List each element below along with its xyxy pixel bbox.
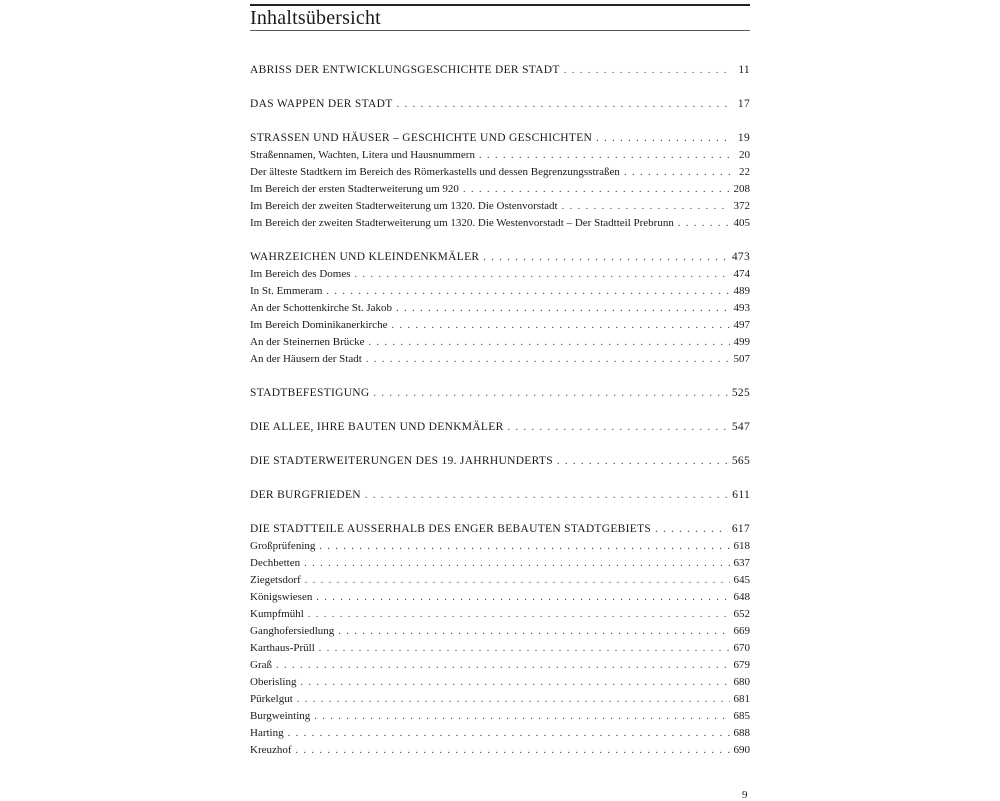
toc-entry-page: 493: [733, 302, 750, 314]
dot-leader: [557, 453, 728, 470]
toc-entry-label: Burgweinting: [250, 710, 311, 722]
toc-entry-page: 645: [733, 574, 750, 586]
toc-entry-label: STRASSEN UND HÄUSER – GESCHICHTE UND GESCHICHTEN: [250, 132, 593, 144]
dot-leader: [562, 198, 730, 215]
toc-subentry: [250, 742, 750, 759]
dot-leader: [483, 249, 727, 266]
toc-entry-label: Harting: [250, 727, 284, 739]
toc-entry-label: In St. Emmeram: [250, 285, 323, 297]
toc-subentry: [250, 351, 750, 368]
toc-subentry: [250, 606, 750, 623]
toc-entry-label: WAHRZEICHEN UND KLEINDENKMÄLER: [250, 251, 480, 263]
toc-subentry: [250, 215, 750, 232]
toc-subentry: [250, 164, 750, 181]
toc-entry-label: An der Häusern der Stadt: [250, 353, 362, 365]
toc-entry-label: Im Bereich der zweiten Stadterweiterung um 1320. Die Westenvorstadt – Der Stadtteil Prebrunn: [250, 217, 674, 229]
toc-subentry: [250, 725, 750, 742]
toc-subentry: [250, 198, 750, 215]
toc-section-entry: [250, 385, 750, 402]
title-underline: [250, 30, 750, 31]
toc-entry-label: DIE ALLEE, IHRE BAUTEN UND DENKMÄLER: [250, 421, 504, 433]
toc-subentry: [250, 555, 750, 572]
toc-entry-label: Karthaus-Prüll: [250, 642, 315, 654]
dot-leader: [355, 266, 730, 283]
dot-leader: [296, 742, 730, 759]
toc-entry-label: DIE STADTERWEITERUNGEN DES 19. JAHRHUNDERTS: [250, 455, 553, 467]
toc-subentry: [250, 623, 750, 640]
toc-entry-page: 11: [738, 64, 750, 76]
dot-leader: [369, 334, 730, 351]
toc-entry-page: 405: [733, 217, 750, 229]
toc-entry-label: ABRISS DER ENTWICKLUNGSGESCHICHTE DER STADT: [250, 64, 560, 76]
toc-section-entry: [250, 453, 750, 470]
dot-leader: [326, 283, 729, 300]
toc-entry-page: 688: [733, 727, 750, 739]
dot-leader: [319, 538, 729, 555]
dot-leader: [596, 130, 730, 147]
toc-entry-label: Graß: [250, 659, 272, 671]
toc-section-entry: [250, 130, 750, 147]
dot-leader: [316, 589, 729, 606]
toc-entry-page: 208: [733, 183, 750, 195]
toc-entry-page: 17: [737, 98, 750, 110]
toc-entry-label: Königswiesen: [250, 591, 313, 603]
dot-leader: [391, 317, 729, 334]
toc-entry-page: 372: [733, 200, 750, 212]
toc-entry-label: Ziegetsdorf: [250, 574, 301, 586]
toc-entry-page: 648: [733, 591, 750, 603]
dot-leader: [314, 708, 729, 725]
dot-leader: [655, 521, 728, 538]
dot-leader: [276, 657, 730, 674]
toc-section-entry: [250, 249, 750, 266]
toc-entry-label: An der Steinernen Brücke: [250, 336, 365, 348]
toc-subentry: [250, 708, 750, 725]
toc-entry-page: 617: [731, 523, 750, 535]
toc-entry-page: 685: [733, 710, 750, 722]
toc-entry-label: Kumpfmühl: [250, 608, 304, 620]
toc-subentry: [250, 334, 750, 351]
toc-entry-label: Oberisling: [250, 676, 297, 688]
dot-leader: [308, 606, 730, 623]
toc-section-entry: [250, 62, 750, 79]
toc-entry-page: 507: [733, 353, 750, 365]
toc-entry-page: 20: [739, 149, 750, 161]
dot-leader: [479, 147, 730, 164]
dot-leader: [305, 572, 730, 589]
dot-leader: [397, 96, 730, 113]
toc-entry-page: 680: [733, 676, 750, 688]
dot-leader: [297, 691, 730, 708]
toc-entry-label: DIE STADTTEILE AUSSERHALB DES ENGER BEBAUTEN STADTGEBIETS: [250, 523, 652, 535]
toc-entry-page: 690: [733, 744, 750, 756]
toc-subentry: [250, 640, 750, 657]
toc-entry-page: 525: [731, 387, 750, 399]
toc-subentry: [250, 283, 750, 300]
document-page: [250, 0, 750, 800]
toc-subentry: [250, 266, 750, 283]
toc-entry-page: 681: [733, 693, 750, 705]
toc-entry-label: Kreuzhof: [250, 744, 292, 756]
toc-entry-page: 497: [733, 319, 750, 331]
toc-entry-page: 499: [733, 336, 750, 348]
dot-leader: [366, 351, 730, 368]
toc-subentry: [250, 572, 750, 589]
dot-leader: [300, 674, 729, 691]
toc-entry-page: 19: [737, 132, 750, 144]
toc-subentry: [250, 181, 750, 198]
dot-leader: [396, 300, 729, 317]
toc-entry-label: Im Bereich der zweiten Stadterweiterung um 1320. Die Ostenvorstadt: [250, 200, 558, 212]
dot-leader: [678, 215, 730, 232]
toc-entry-label: Dechbetten: [250, 557, 301, 569]
toc-entry-label: DAS WAPPEN DER STADT: [250, 98, 393, 110]
toc-subentry: [250, 300, 750, 317]
toc-entry-page: 611: [732, 489, 750, 501]
toc-entry-page: 652: [733, 608, 750, 620]
toc-entry-label: Im Bereich des Domes: [250, 268, 351, 280]
dot-leader: [365, 487, 728, 504]
dot-leader: [624, 164, 730, 181]
toc-subentry: [250, 538, 750, 555]
toc-entry-label: Pürkelgut: [250, 693, 293, 705]
dot-leader: [288, 725, 730, 742]
dot-leader: [319, 640, 730, 657]
toc-entry-page: 489: [733, 285, 750, 297]
top-rule: [250, 4, 750, 6]
page-title: Inhaltsübersicht: [250, 7, 381, 29]
toc-section-entry: [250, 521, 750, 538]
toc-section-entry: [250, 96, 750, 113]
toc-entry-page: 474: [733, 268, 750, 280]
toc-entry-label: Ganghofersiedlung: [250, 625, 335, 637]
toc-entry-label: Straßennamen, Wachten, Litera und Hausnummern: [250, 149, 475, 161]
toc-entry-page: 670: [733, 642, 750, 654]
toc-entry-page: 473: [731, 251, 750, 263]
toc-entry-label: STADTBEFESTIGUNG: [250, 387, 370, 399]
toc-entry-page: 679: [733, 659, 750, 671]
dot-leader: [463, 181, 730, 198]
toc-section-entry: [250, 419, 750, 436]
dot-leader: [338, 623, 729, 640]
toc-entry-label: Im Bereich Dominikanerkirche: [250, 319, 388, 331]
toc-entry-label: DER BURGFRIEDEN: [250, 489, 361, 501]
dot-leader: [304, 555, 729, 572]
toc-subentry: [250, 147, 750, 164]
toc-section-entry: [250, 487, 750, 504]
toc-subentry: [250, 589, 750, 606]
toc-entry-label: Im Bereich der ersten Stadterweiterung um 920: [250, 183, 459, 195]
toc-entry-label: Großprüfening: [250, 540, 316, 552]
toc-entry-label: An der Schottenkirche St. Jakob: [250, 302, 393, 314]
dot-leader: [564, 62, 730, 79]
toc-subentry: [250, 657, 750, 674]
page-number: 9: [742, 789, 748, 801]
toc-subentry: [250, 674, 750, 691]
toc-entry-label: Der älteste Stadtkern im Bereich des Römerkastells und dessen Begrenzungsstraßen: [250, 166, 620, 178]
toc-entry-page: 547: [731, 421, 750, 433]
toc-entry-page: 22: [739, 166, 750, 178]
toc-entry-page: 618: [733, 540, 750, 552]
toc-subentry: [250, 691, 750, 708]
toc-subentry: [250, 317, 750, 334]
dot-leader: [374, 385, 728, 402]
toc-entry-page: 637: [733, 557, 750, 569]
toc-entry-page: 669: [733, 625, 750, 637]
toc-entry-page: 565: [731, 455, 750, 467]
dot-leader: [508, 419, 728, 436]
